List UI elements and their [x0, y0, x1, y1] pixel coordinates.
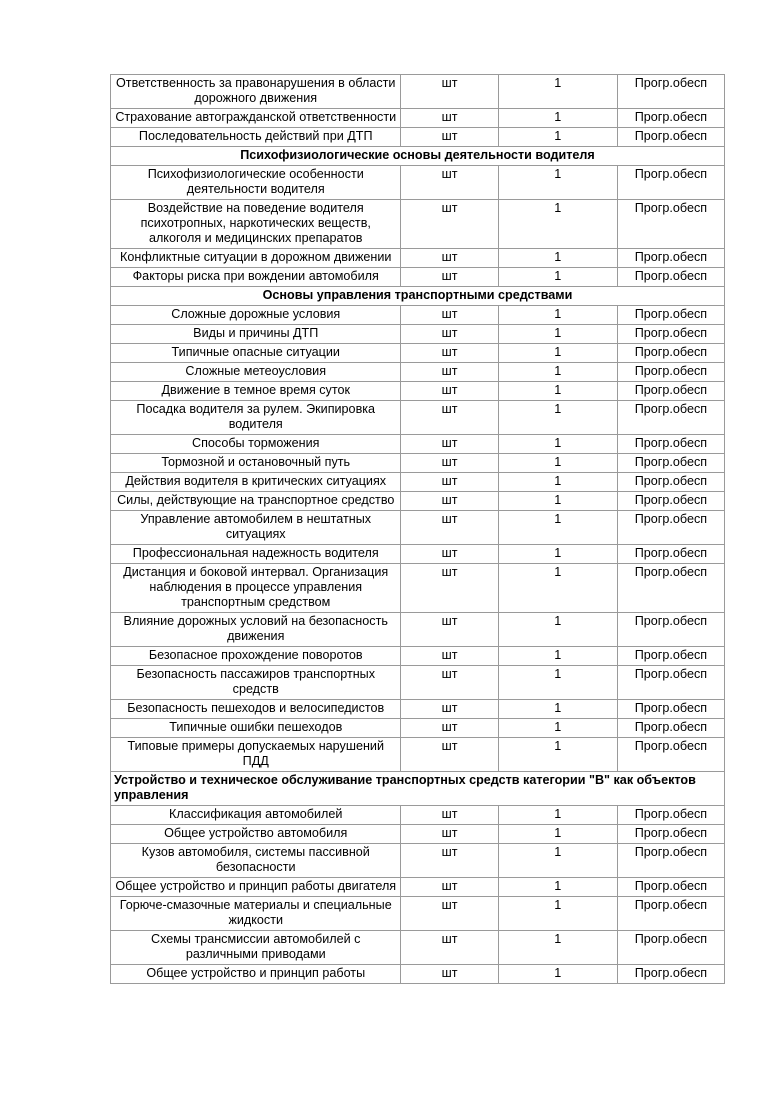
- quantity-cell: 1: [498, 965, 617, 984]
- table-row: [111, 700, 725, 719]
- unit-cell: шт: [401, 897, 498, 931]
- unit-cell: шт: [401, 344, 498, 363]
- note-cell: Прогр.обесп: [617, 897, 724, 931]
- unit-cell: шт: [401, 719, 498, 738]
- item-name-cell: Сложные дорожные условия: [111, 306, 401, 325]
- section-header-row: [111, 287, 725, 306]
- item-name-cell: Типовые примеры допускаемых нарушений ПДД: [111, 738, 401, 772]
- table-row: [111, 75, 725, 109]
- unit-cell: шт: [401, 128, 498, 147]
- unit-cell: шт: [401, 806, 498, 825]
- table-row: [111, 965, 725, 984]
- quantity-cell: 1: [498, 844, 617, 878]
- item-name-cell: Влияние дорожных условий на безопасность движения: [111, 613, 401, 647]
- equipment-table-body: [111, 75, 725, 984]
- item-name-cell: Психофизиологические особенности деятельности водителя: [111, 166, 401, 200]
- quantity-cell: 1: [498, 249, 617, 268]
- note-cell: Прогр.обесп: [617, 564, 724, 613]
- quantity-cell: 1: [498, 545, 617, 564]
- quantity-cell: 1: [498, 825, 617, 844]
- unit-cell: шт: [401, 325, 498, 344]
- note-cell: Прогр.обесп: [617, 128, 724, 147]
- note-cell: Прогр.обесп: [617, 166, 724, 200]
- quantity-cell: 1: [498, 719, 617, 738]
- table-row: [111, 454, 725, 473]
- note-cell: Прогр.обесп: [617, 492, 724, 511]
- table-row: [111, 719, 725, 738]
- unit-cell: шт: [401, 844, 498, 878]
- note-cell: Прогр.обесп: [617, 249, 724, 268]
- note-cell: Прогр.обесп: [617, 306, 724, 325]
- unit-cell: шт: [401, 738, 498, 772]
- table-row: [111, 200, 725, 249]
- note-cell: Прогр.обесп: [617, 363, 724, 382]
- note-cell: Прогр.обесп: [617, 200, 724, 249]
- table-row: [111, 306, 725, 325]
- note-cell: Прогр.обесп: [617, 75, 724, 109]
- table-row: [111, 492, 725, 511]
- item-name-cell: Виды и причины ДТП: [111, 325, 401, 344]
- unit-cell: шт: [401, 75, 498, 109]
- item-name-cell: Воздействие на поведение водителя психотропных, наркотических веществ, алкоголя и медицинских препаратов: [111, 200, 401, 249]
- unit-cell: шт: [401, 666, 498, 700]
- quantity-cell: 1: [498, 344, 617, 363]
- note-cell: Прогр.обесп: [617, 382, 724, 401]
- section-header-row: [111, 772, 725, 806]
- note-cell: Прогр.обесп: [617, 719, 724, 738]
- item-name-cell: Кузов автомобиля, системы пассивной безопасности: [111, 844, 401, 878]
- quantity-cell: 1: [498, 897, 617, 931]
- quantity-cell: 1: [498, 268, 617, 287]
- quantity-cell: 1: [498, 363, 617, 382]
- item-name-cell: Общее устройство и принцип работы двигателя: [111, 878, 401, 897]
- quantity-cell: 1: [498, 666, 617, 700]
- quantity-cell: 1: [498, 75, 617, 109]
- unit-cell: шт: [401, 363, 498, 382]
- unit-cell: шт: [401, 249, 498, 268]
- table-row: [111, 878, 725, 897]
- item-name-cell: Общее устройство и принцип работы: [111, 965, 401, 984]
- unit-cell: шт: [401, 166, 498, 200]
- item-name-cell: Конфликтные ситуации в дорожном движении: [111, 249, 401, 268]
- table-row: [111, 897, 725, 931]
- quantity-cell: 1: [498, 511, 617, 545]
- item-name-cell: Схемы трансмиссии автомобилей с различными приводами: [111, 931, 401, 965]
- item-name-cell: Типичные ошибки пешеходов: [111, 719, 401, 738]
- quantity-cell: 1: [498, 564, 617, 613]
- table-row: [111, 382, 725, 401]
- unit-cell: шт: [401, 435, 498, 454]
- quantity-cell: 1: [498, 200, 617, 249]
- quantity-cell: 1: [498, 382, 617, 401]
- quantity-cell: 1: [498, 738, 617, 772]
- table-row: [111, 268, 725, 287]
- note-cell: Прогр.обесп: [617, 806, 724, 825]
- note-cell: Прогр.обесп: [617, 844, 724, 878]
- unit-cell: шт: [401, 700, 498, 719]
- table-row: [111, 825, 725, 844]
- note-cell: Прогр.обесп: [617, 700, 724, 719]
- note-cell: Прогр.обесп: [617, 613, 724, 647]
- table-row: [111, 564, 725, 613]
- unit-cell: шт: [401, 306, 498, 325]
- note-cell: Прогр.обесп: [617, 666, 724, 700]
- item-name-cell: Сложные метеоусловия: [111, 363, 401, 382]
- quantity-cell: 1: [498, 806, 617, 825]
- item-name-cell: Дистанция и боковой интервал. Организация наблюдения в процессе управления транспортным средством: [111, 564, 401, 613]
- table-row: [111, 647, 725, 666]
- item-name-cell: Типичные опасные ситуации: [111, 344, 401, 363]
- quantity-cell: 1: [498, 613, 617, 647]
- note-cell: Прогр.обесп: [617, 965, 724, 984]
- table-row: [111, 401, 725, 435]
- table-row: [111, 363, 725, 382]
- item-name-cell: Последовательность действий при ДТП: [111, 128, 401, 147]
- table-row: [111, 249, 725, 268]
- note-cell: Прогр.обесп: [617, 435, 724, 454]
- item-name-cell: Безопасное прохождение поворотов: [111, 647, 401, 666]
- note-cell: Прогр.обесп: [617, 931, 724, 965]
- unit-cell: шт: [401, 613, 498, 647]
- item-name-cell: Ответственность за правонарушения в области дорожного движения: [111, 75, 401, 109]
- note-cell: Прогр.обесп: [617, 109, 724, 128]
- quantity-cell: 1: [498, 435, 617, 454]
- quantity-cell: 1: [498, 473, 617, 492]
- item-name-cell: Силы, действующие на транспортное средство: [111, 492, 401, 511]
- item-name-cell: Классификация автомобилей: [111, 806, 401, 825]
- section-title: Основы управления транспортными средствами: [111, 287, 725, 306]
- note-cell: Прогр.обесп: [617, 878, 724, 897]
- unit-cell: шт: [401, 647, 498, 666]
- note-cell: Прогр.обесп: [617, 401, 724, 435]
- table-row: [111, 344, 725, 363]
- unit-cell: шт: [401, 492, 498, 511]
- quantity-cell: 1: [498, 700, 617, 719]
- table-row: [111, 166, 725, 200]
- section-title: Психофизиологические основы деятельности водителя: [111, 147, 725, 166]
- unit-cell: шт: [401, 454, 498, 473]
- note-cell: Прогр.обесп: [617, 545, 724, 564]
- note-cell: Прогр.обесп: [617, 268, 724, 287]
- quantity-cell: 1: [498, 878, 617, 897]
- unit-cell: шт: [401, 545, 498, 564]
- item-name-cell: Безопасность пешеходов и велосипедистов: [111, 700, 401, 719]
- unit-cell: шт: [401, 109, 498, 128]
- note-cell: Прогр.обесп: [617, 738, 724, 772]
- unit-cell: шт: [401, 878, 498, 897]
- section-title: Устройство и техническое обслуживание транспортных средств категории "В" как объектов управления: [111, 772, 725, 806]
- quantity-cell: 1: [498, 128, 617, 147]
- table-row: [111, 435, 725, 454]
- table-row: [111, 806, 725, 825]
- note-cell: Прогр.обесп: [617, 344, 724, 363]
- item-name-cell: Страхование автогражданской ответственности: [111, 109, 401, 128]
- note-cell: Прогр.обесп: [617, 511, 724, 545]
- item-name-cell: Движение в темное время суток: [111, 382, 401, 401]
- item-name-cell: Посадка водителя за рулем. Экипировка водителя: [111, 401, 401, 435]
- table-row: [111, 613, 725, 647]
- quantity-cell: 1: [498, 306, 617, 325]
- item-name-cell: Управление автомобилем в нештатных ситуациях: [111, 511, 401, 545]
- item-name-cell: Способы торможения: [111, 435, 401, 454]
- note-cell: Прогр.обесп: [617, 647, 724, 666]
- unit-cell: шт: [401, 268, 498, 287]
- table-row: [111, 844, 725, 878]
- quantity-cell: 1: [498, 931, 617, 965]
- unit-cell: шт: [401, 931, 498, 965]
- unit-cell: шт: [401, 473, 498, 492]
- item-name-cell: Безопасность пассажиров транспортных средств: [111, 666, 401, 700]
- item-name-cell: Общее устройство автомобиля: [111, 825, 401, 844]
- table-row: [111, 511, 725, 545]
- note-cell: Прогр.обесп: [617, 473, 724, 492]
- item-name-cell: Действия водителя в критических ситуациях: [111, 473, 401, 492]
- table-row: [111, 931, 725, 965]
- unit-cell: шт: [401, 965, 498, 984]
- quantity-cell: 1: [498, 647, 617, 666]
- quantity-cell: 1: [498, 492, 617, 511]
- quantity-cell: 1: [498, 109, 617, 128]
- unit-cell: шт: [401, 382, 498, 401]
- table-row: [111, 545, 725, 564]
- table-row: [111, 666, 725, 700]
- unit-cell: шт: [401, 401, 498, 435]
- table-row: [111, 128, 725, 147]
- quantity-cell: 1: [498, 401, 617, 435]
- table-row: [111, 109, 725, 128]
- unit-cell: шт: [401, 564, 498, 613]
- unit-cell: шт: [401, 825, 498, 844]
- table-row: [111, 473, 725, 492]
- equipment-table: [110, 74, 725, 984]
- quantity-cell: 1: [498, 166, 617, 200]
- item-name-cell: Профессиональная надежность водителя: [111, 545, 401, 564]
- unit-cell: шт: [401, 200, 498, 249]
- table-row: [111, 325, 725, 344]
- table-row: [111, 738, 725, 772]
- unit-cell: шт: [401, 511, 498, 545]
- note-cell: Прогр.обесп: [617, 325, 724, 344]
- item-name-cell: Тормозной и остановочный путь: [111, 454, 401, 473]
- note-cell: Прогр.обесп: [617, 454, 724, 473]
- quantity-cell: 1: [498, 325, 617, 344]
- section-header-row: [111, 147, 725, 166]
- item-name-cell: Факторы риска при вождении автомобиля: [111, 268, 401, 287]
- note-cell: Прогр.обесп: [617, 825, 724, 844]
- quantity-cell: 1: [498, 454, 617, 473]
- item-name-cell: Горюче-смазочные материалы и специальные жидкости: [111, 897, 401, 931]
